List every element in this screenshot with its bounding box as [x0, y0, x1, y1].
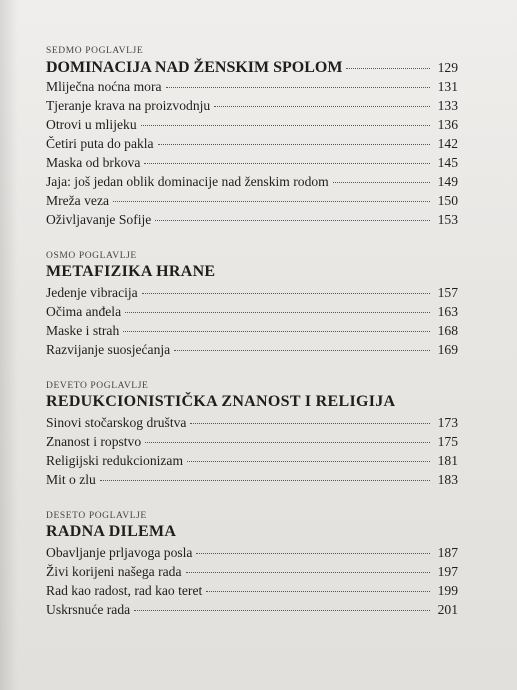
- page-number: 183: [437, 472, 458, 487]
- toc-entry: [46, 470, 458, 489]
- dot-leader: [333, 182, 430, 183]
- page-number: 131: [437, 79, 458, 94]
- table-of-contents: [46, 46, 458, 641]
- toc-entry: [46, 134, 458, 153]
- page-number: 187: [437, 545, 458, 560]
- entry-title: Mit o zlu: [46, 472, 96, 487]
- entry-title: Živi korijeni našega rada: [46, 564, 182, 579]
- page-number: 133: [437, 98, 458, 113]
- page-number: 175: [437, 434, 458, 449]
- page-number: 168: [437, 323, 458, 338]
- entry-title: Rad kao radost, rad kao teret: [46, 583, 203, 598]
- dot-leader: [125, 312, 430, 313]
- dot-leader: [174, 350, 430, 351]
- dot-leader: [113, 201, 430, 202]
- entry-title: Znanost i ropstvo: [46, 434, 142, 449]
- page-number: 197: [437, 564, 458, 579]
- page-number: 181: [437, 453, 458, 468]
- chapter-7: [46, 46, 458, 229]
- entry-title: Maske i strah: [46, 323, 120, 338]
- entry-title: Mliječna noćna mora: [46, 79, 162, 94]
- toc-entry: [46, 191, 458, 210]
- toc-entry: [46, 153, 458, 172]
- entry-title: Oživljavanje Sofije: [46, 212, 152, 227]
- toc-entry: [46, 321, 458, 340]
- chapter-title: RADNA DILEMA: [46, 523, 177, 540]
- page-number: 153: [437, 212, 458, 227]
- page-number: 129: [437, 60, 458, 75]
- dot-leader: [196, 553, 430, 554]
- dot-leader: [123, 331, 430, 332]
- toc-entry: [46, 77, 458, 96]
- dot-leader: [155, 220, 430, 221]
- page-number: 157: [437, 285, 458, 300]
- toc-entry: [46, 581, 458, 600]
- toc-entry: [46, 283, 458, 302]
- page-number: 149: [437, 174, 458, 189]
- page-number: 169: [437, 342, 458, 357]
- dot-leader: [100, 480, 430, 481]
- toc-entry: [46, 340, 458, 359]
- chapter-title-row: [46, 58, 458, 77]
- entry-title: Obavljanje prljavoga posla: [46, 545, 193, 560]
- chapter-title: REDUKCIONISTIČKA ZNANOST I RELIGIJA: [46, 393, 396, 410]
- dot-leader: [134, 610, 430, 611]
- page-number: 142: [437, 136, 458, 151]
- entry-title: Očima anđela: [46, 304, 122, 319]
- page-number: 150: [437, 193, 458, 208]
- entry-title: Jaja: još jedan oblik dominacije nad ženskim rodom: [46, 174, 329, 189]
- page-number: 136: [437, 117, 458, 132]
- chapter-title: DOMINACIJA NAD ŽENSKIM SPOLOM: [46, 59, 343, 76]
- chapter-label: DEVETO POGLAVLJE: [46, 381, 149, 391]
- dot-leader: [186, 572, 430, 573]
- page-number: 199: [437, 583, 458, 598]
- page-number: 163: [437, 304, 458, 319]
- toc-entry: [46, 210, 458, 229]
- toc-entry: [46, 432, 458, 451]
- chapter-8: [46, 251, 458, 359]
- chapter-10: [46, 511, 458, 619]
- toc-entry: [46, 302, 458, 321]
- dot-leader: [206, 591, 430, 592]
- entry-title: Uskrsnuće rada: [46, 602, 131, 617]
- page-gutter-shadow: [0, 0, 18, 690]
- entry-title: Sinovi stočarskog društva: [46, 415, 187, 430]
- dot-leader: [187, 461, 430, 462]
- entry-title: Otrovi u mlijeku: [46, 117, 137, 132]
- dot-leader: [214, 106, 430, 107]
- page-number: 173: [437, 415, 458, 430]
- dot-leader: [145, 442, 430, 443]
- entry-title: Tjeranje krava na proizvodnju: [46, 98, 211, 113]
- entry-title: Četiri puta do pakla: [46, 136, 154, 151]
- chapter-title: METAFIZIKA HRANE: [46, 263, 216, 280]
- chapter-9: [46, 381, 458, 489]
- toc-entry: [46, 600, 458, 619]
- entry-title: Maska od brkova: [46, 155, 141, 170]
- entry-title: Religijski redukcionizam: [46, 453, 184, 468]
- dot-leader: [158, 144, 430, 145]
- dot-leader: [141, 125, 430, 126]
- chapter-label: OSMO POGLAVLJE: [46, 251, 137, 261]
- entry-title: Mreža veza: [46, 193, 110, 208]
- chapter-label: DESETO POGLAVLJE: [46, 511, 147, 521]
- dot-leader: [166, 87, 430, 88]
- toc-entry: [46, 543, 458, 562]
- dot-leader: [144, 163, 430, 164]
- page-number: 201: [437, 602, 458, 617]
- toc-entry: [46, 562, 458, 581]
- toc-entry: [46, 413, 458, 432]
- entry-title: Razvijanje suosjećanja: [46, 342, 171, 357]
- dot-leader: [346, 68, 430, 69]
- toc-entry: [46, 172, 458, 191]
- entry-title: Jedenje vibracija: [46, 285, 138, 300]
- page-number: 145: [437, 155, 458, 170]
- toc-entry: [46, 451, 458, 470]
- dot-leader: [142, 293, 430, 294]
- chapter-label: SEDMO POGLAVLJE: [46, 46, 144, 56]
- toc-entry: [46, 115, 458, 134]
- dot-leader: [190, 423, 430, 424]
- toc-entry: [46, 96, 458, 115]
